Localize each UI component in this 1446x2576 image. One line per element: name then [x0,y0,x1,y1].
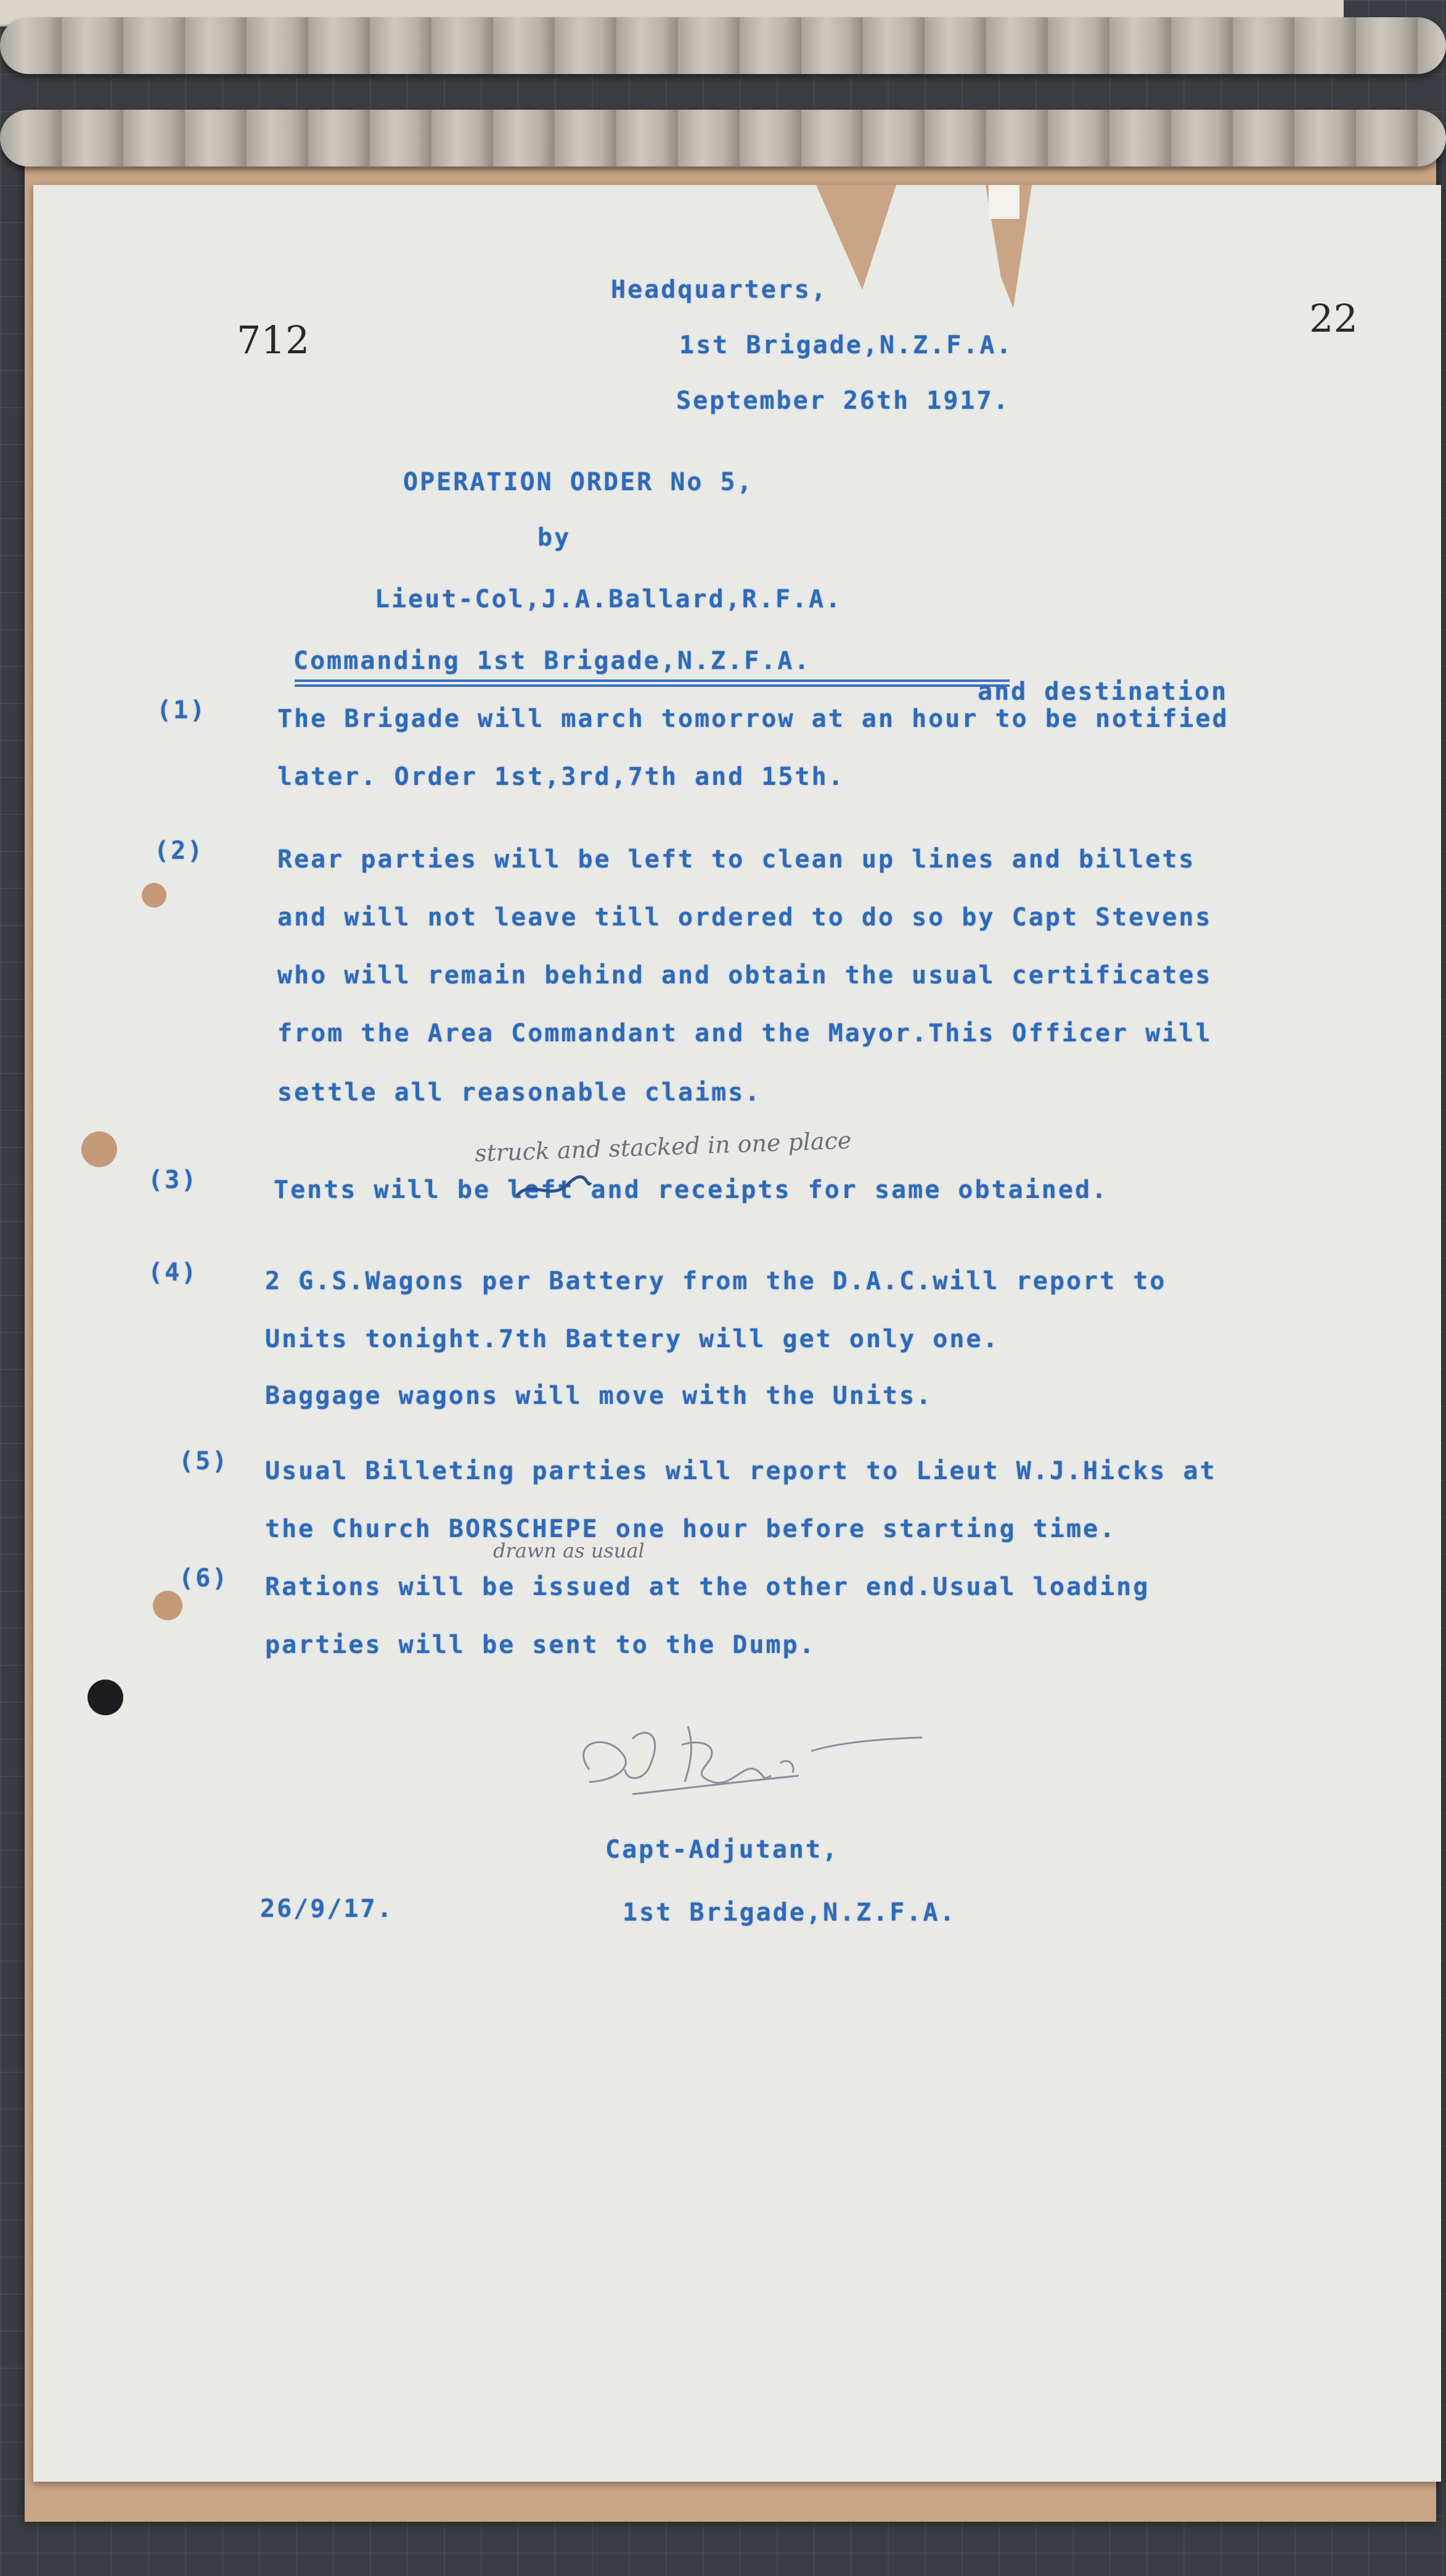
strikethrough-left [513,1171,593,1208]
paragraph-number: (3) [148,1166,198,1194]
title-underline [295,679,1010,682]
paragraph-number: (2) [154,837,205,865]
header-line1: Headquarters, [611,276,828,304]
paragraph-number: (6) [179,1564,229,1593]
paragraph-line: Tents will be left and receipts for same obtained. [274,1176,1109,1204]
paragraph-line: and will not leave till ordered to do so by Capt Stevens [277,903,1212,932]
binding-cord-top [0,17,1446,74]
signature-title: Capt-Adjutant, [605,1836,839,1864]
paragraph-line: 2 G.S.Wagons per Battery from the D.A.C.will report to [265,1267,1167,1295]
title-commanding: Commanding 1st Brigade,N.Z.F.A. [293,647,811,675]
signature [552,1689,934,1813]
page-number: 22 [1309,296,1358,341]
title-underline [295,684,1010,687]
paragraph-line: who will remain behind and obtain the usual certificates [277,961,1212,990]
paragraph-line: from the Area Commandant and the Mayor.This Officer will [277,1019,1212,1048]
insertion-and-destination: and destination [978,678,1228,706]
punch-hole [81,1131,117,1167]
paragraph-line: Rear parties will be left to clean up lines and billets [277,845,1196,874]
punch-hole [153,1591,182,1620]
title-by: by [537,523,571,552]
handwritten-insertion: struck and stacked in one place [474,1126,852,1167]
operation-order-title: OPERATION ORDER No 5, [403,468,754,496]
paragraph-line: The Brigade will march tomorrow at an hour to be notified [277,705,1229,733]
paragraph-number: (5) [179,1447,229,1475]
title-author: Lieut-Col,J.A.Ballard,R.F.A. [375,585,843,613]
paragraph-line: Units tonight.7th Battery will get only one. [265,1325,1000,1353]
header-date: September 26th 1917. [676,387,1010,415]
handwritten-insertion: drawn as usual [493,1539,645,1562]
paragraph-line: Baggage wagons will move with the Units. [265,1382,933,1410]
paragraph-number: (1) [157,696,207,724]
paragraph-number: (4) [148,1258,198,1287]
torn-notches [33,185,1441,327]
paragraph-line: Usual Billeting parties will report to Lieut W.J.Hicks at [265,1457,1217,1485]
paragraph-line: settle all reasonable claims. [277,1078,762,1107]
document-sheet [33,185,1441,2482]
signature-date: 26/9/17. [260,1895,394,1923]
paragraph-line: parties will be sent to the Dump. [265,1631,816,1659]
file-number: 712 [237,318,310,363]
header-line2: 1st Brigade,N.Z.F.A. [679,331,1013,359]
binding-cord-lower [0,110,1446,166]
paragraph-line: Rations will be issued at the other end.Usual loading [265,1573,1150,1601]
punch-hole [88,1680,123,1715]
paragraph-line: the Church BORSCHEPE one hour before starting time. [265,1515,1117,1543]
paragraph-line: later. Order 1st,3rd,7th and 15th. [277,763,845,791]
punch-hole [142,883,166,908]
signature-unit: 1st Brigade,N.Z.F.A. [623,1898,957,1927]
